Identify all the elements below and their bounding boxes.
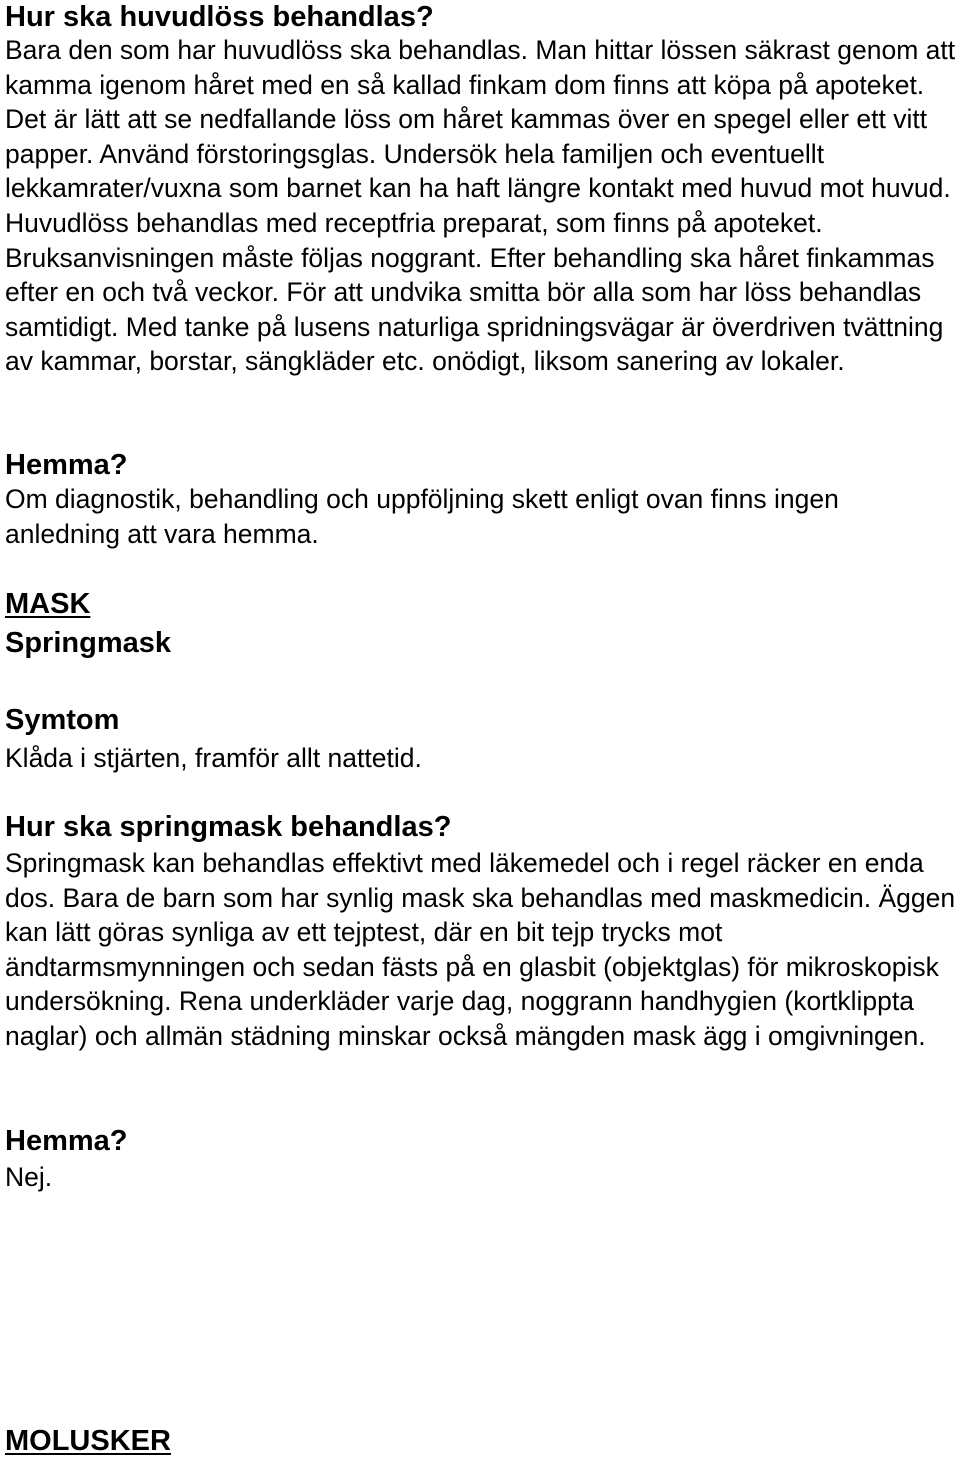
lice-treatment-text: Bara den som har huvudlöss ska behandlas. Man hittar lössen säkrast genom att kamma igenom håret med en så kallad finkam dom finns att köpa på apoteket. Det är lätt att se nedfallande löss om håret kammas över en spegel eller ett vitt papper. Använd förstoringsglas. Undersök hela familjen och eventuellt lekkamrater/vuxna som barnet kan ha haft längre kontakt med huvud mot huvud. Huvudlöss behandlas med receptfria preparat, som finns på apoteket. Bruksanvisningen måste följas noggrant. Efter behandling ska håret finkammas efter en och två veckor. För att undvika smitta bör alla som har löss behandlas samtidigt. Med tanke på lusens naturliga spridningsvägar är överdriven tvättning av kammar, borstar, sängkläder etc. onödigt, liksom sanering av lokaler. xyxy=(5,35,956,377)
worms-home-heading: Hemma? xyxy=(5,1125,128,1157)
worms-symptom-text: Klåda i stjärten, framför allt nattetid. xyxy=(5,743,422,773)
worms-treatment-text: Springmask kan behandlas effektivt med läkemedel och i regel räcker en enda dos. Bara de barn som har synlig mask ska behandlas med maskmedicin. Äggen kan lätt göras synliga av ett tejptest, där en bit tejp trycks mot ändtarmsmynningen och sedan fästs på en glasbit (objektglas) för mikroskopisk undersökning. Rena underkläder varje dag, noggrann handhygien (kortklippta naglar) och allmän städning minskar också mängden mask ägg i omgivningen. xyxy=(5,848,956,1051)
molluscs-section-title: MOLUSKER xyxy=(5,1425,171,1457)
worms-treatment-heading: Hur ska springmask behandlas? xyxy=(5,811,452,843)
worms-home-text: Nej. xyxy=(5,1162,53,1192)
lice-home-heading: Hemma? xyxy=(5,449,128,481)
lice-home-text: Om diagnostik, behandling och uppföljning skett enligt ovan finns ingen anledning att vara hemma. xyxy=(5,484,839,549)
lice-treatment-heading: Hur ska huvudlöss behandlas? xyxy=(5,1,434,33)
worms-section-title: MASK xyxy=(5,588,91,620)
worms-symptom-heading: Symtom xyxy=(5,704,120,736)
worms-subtitle: Springmask xyxy=(5,627,171,659)
